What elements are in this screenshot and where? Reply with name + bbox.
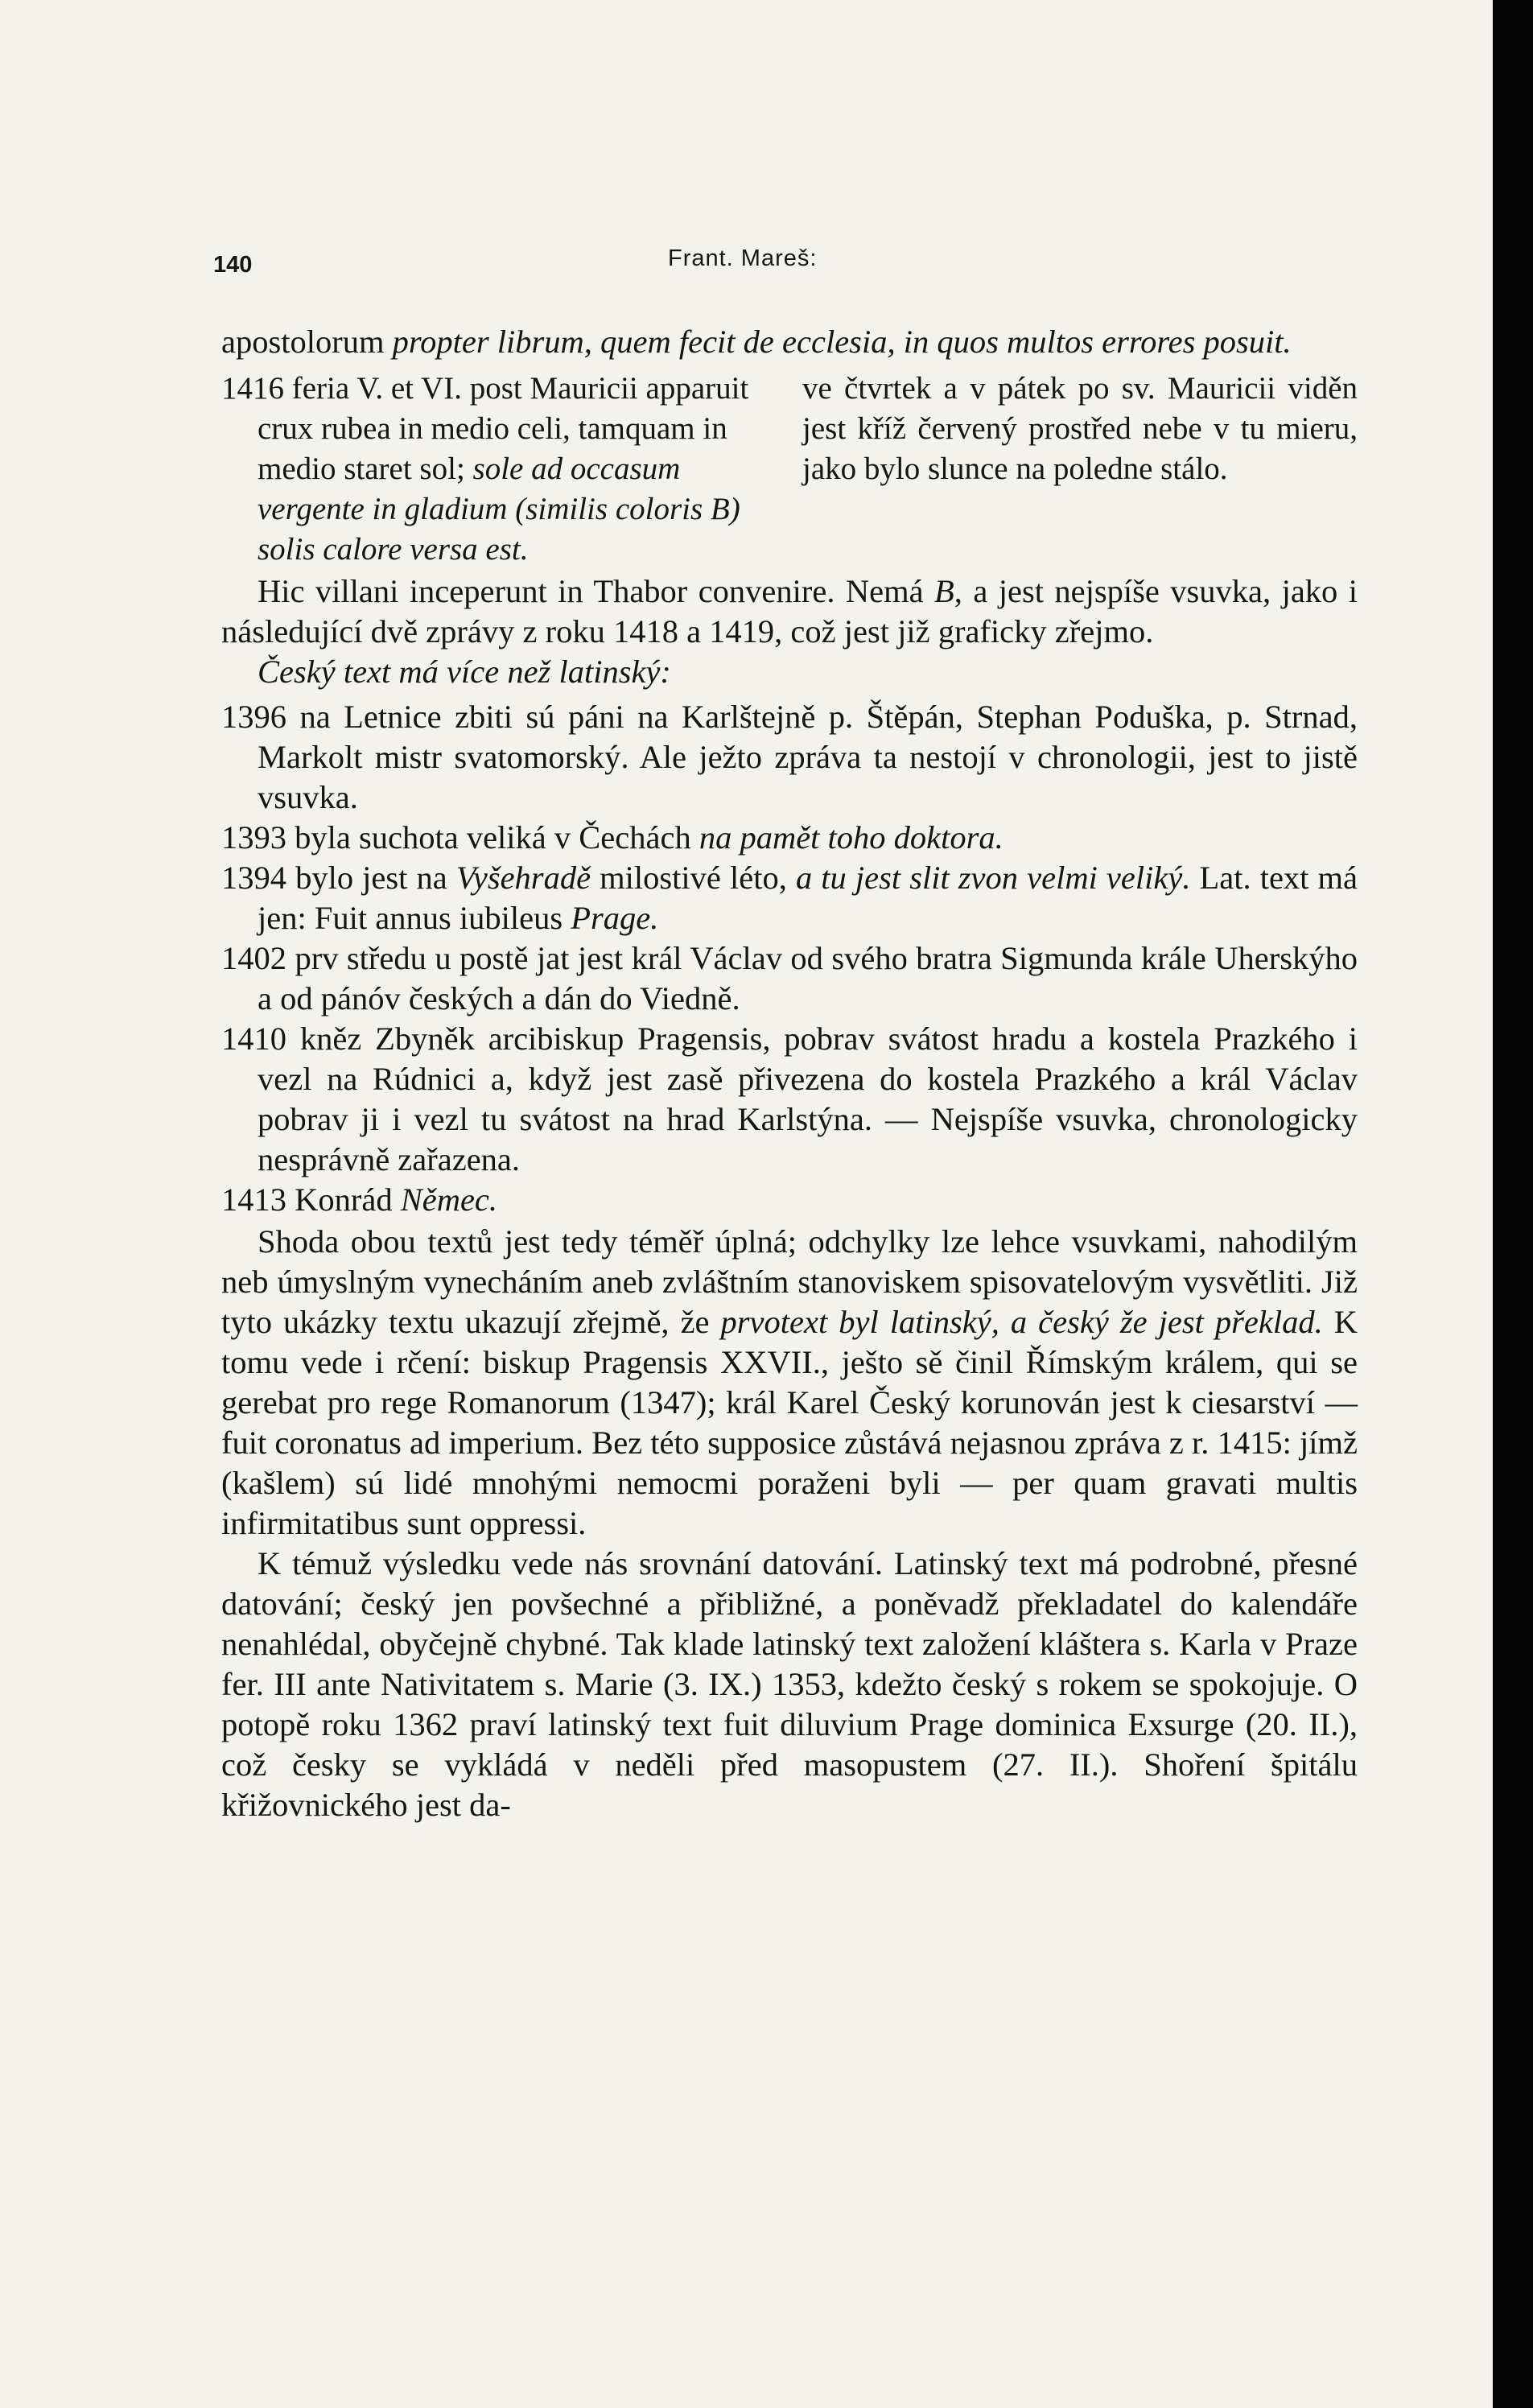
paragraph-shoda <box>221 1222 1358 1544</box>
entry-1394-italic: Vyšehradě <box>455 860 591 896</box>
entry-1393 <box>221 818 1358 858</box>
latin-entry-1416 <box>221 369 764 570</box>
shoda-text-1: Shoda obou textů jest tedy téměř úplná; odchylky lze lehce vsuvkami, nahodilým neb úmyslným vynecháním aneb zvláštním stanoviskem spisovatelovým vysvětliti. Již tyto ukázky textu ukazují zřejmě, že <box>221 1223 1358 1340</box>
czech-column <box>802 369 1358 570</box>
section-heading: Český text má více než latinský: <box>258 654 671 690</box>
hic-siglum: B <box>934 573 954 609</box>
scan-border <box>1493 0 1533 2408</box>
entry-1413-text: 1413 Konrád <box>221 1181 401 1218</box>
entry-1410: 1410 kněz Zbyněk arcibiskup Pragensis, pobrav svátost hradu a kostela Prazkého i vezl na Rúdnici a, když jest zasě přivezena do kostela Prazkého a král Václav pobrav ji i vezl tu svátost na hrad Karlstýna. — Nejspíše vsuvka, chronologicky nesprávně zařazena. <box>221 1021 1358 1177</box>
running-title: Frant. Mareš: <box>668 245 818 271</box>
paragraph-datovani: K témuž výsledku vede nás srovnání datování. Latinský text má podrobné, přesné datování; český jen povšechné a přibližné, a poněvadž překladatel do kalendáře nenahlédal, obyčejně chybné. Tak klade latinský text založení kláštera s. Karla v Praze fer. III ante Nativitatem s. Marie (3. IX.) 1353, kdežto český s rokem se spokojuje. O potopě roku 1362 praví latinský text fuit diluvium Prage dominica Exsurge (20. II.), což česky se vykládá v neděli před masopustem (27. II.). Shoření špitálu křižovnického jest da- <box>221 1545 1358 1823</box>
entry-1413-italic: Němec. <box>400 1181 498 1218</box>
entry-1394 <box>221 858 1358 938</box>
entry-1402: 1402 prv středu u postě jat jest král Václav od svého bratra Sigmunda krále Uherskýho a od pánóv českých a dán do Viedně. <box>221 940 1358 1016</box>
latin-column <box>221 369 764 570</box>
page-number: 140 <box>213 252 253 278</box>
intro-text: apostolorum <box>221 324 393 360</box>
running-header <box>213 245 1350 286</box>
entry-1416-columns <box>221 369 1358 570</box>
entry-1394-italic-2: a tu jest slit zvon velmi veliký. <box>795 860 1191 896</box>
hic-text-2: , a jest nejspíše vsuvka, jako i následující dvě zprávy z roku 1418 a 1419, což jest již graficky zřejmo. <box>221 573 1358 649</box>
shoda-text-2: K tomu vede i rčení: biskup Pragensis XXVII., ješto sě činil Římským králem, qui se gerebat pro rege Romanorum (1347); král Karel Český korunován jest k ciesarství — fuit coronatus ad imperium. Bez této supposice zůstává nejasnou zpráva z r. 1415: jímž (kašlem) sú lidé mnohými nemocmi poraženi byli — per quam gravati multis infirmitatibus sunt oppressi. <box>221 1304 1358 1541</box>
czech-entry-1416: ve čtvrtek a v pátek po sv. Mauricii viděn jest kříž červený prostřed nebe v tu mieru, jako bylo slunce na poledne stálo. <box>802 371 1358 486</box>
shoda-italic: prvotext byl latinský, a český že jest překlad. <box>720 1304 1323 1340</box>
intro-paragraph <box>221 322 1358 362</box>
page-body <box>221 322 1358 1825</box>
latin-italic-text: sole ad occasum vergente in gladium (similis coloris B) solis calore versa est. <box>258 452 740 567</box>
entry-1413 <box>221 1180 1358 1220</box>
paragraph-hic-villani <box>221 571 1358 652</box>
entry-1396: 1396 na Letnice zbiti sú páni na Karlštejně p. Štěpán, Stephan Poduška, p. Strnad, Markolt mistr svatomorský. Ale ježto zpráva ta nestojí v chronologii, jest to jistě vsuvka. <box>221 699 1358 815</box>
entry-1394-text-2: milostivé léto, <box>591 860 796 896</box>
hic-text-1: Hic villani inceperunt in Thabor convenire. Nemá <box>258 573 935 609</box>
latin-text: 1416 feria V. et VI. post Mauricii apparuit crux rubea in medio celi, tamquam in medio staret sol; <box>221 371 749 486</box>
intro-italic: propter librum, quem fecit de ecclesia, in quos multos errores posuit. <box>392 324 1292 360</box>
entry-1394-italic-3: Prage. <box>571 900 659 936</box>
entry-1393-text: 1393 byla suchota veliká v Čechách <box>221 819 699 856</box>
entry-1394-text-3: Lat. text má jen: Fuit annus iubileus <box>258 860 1358 936</box>
entry-1393-italic: na pamět toho doktora. <box>699 819 1003 856</box>
entry-1394-text: 1394 bylo jest na <box>221 860 456 896</box>
